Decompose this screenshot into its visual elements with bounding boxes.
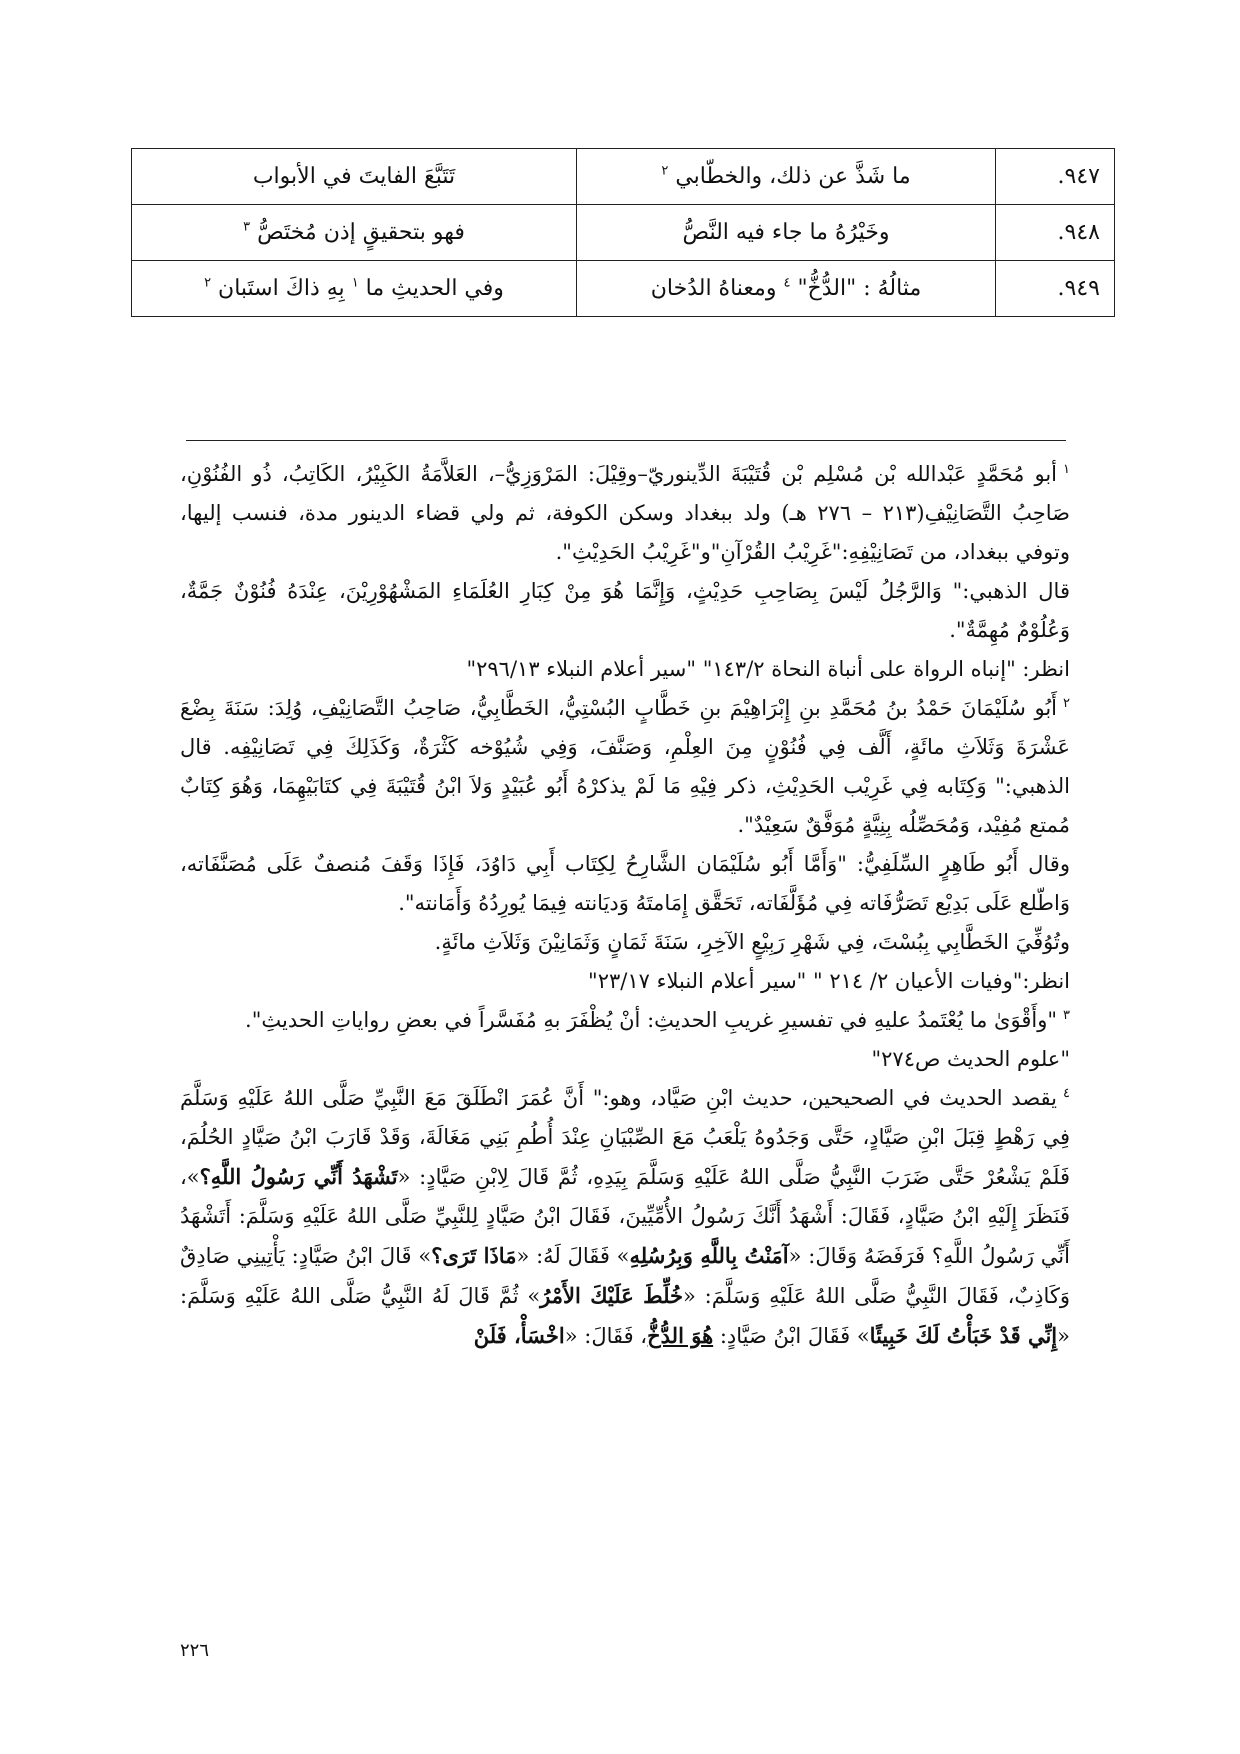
footnote-ref: ٢ (204, 275, 212, 291)
verse-number: ٩٤٨. (996, 205, 1115, 261)
hemistich-text: وخَيْرُهُ ما جاء فيه النَّصُّ (682, 220, 890, 245)
footnote-reference: "علوم الحديث ص٢٧٤" (871, 1047, 1070, 1071)
verse-first-hemistich (577, 205, 996, 261)
verse-second-hemistich (132, 205, 577, 261)
footnote-ref: ١ (351, 275, 359, 291)
hemistich-text: وفي الحديثِ ما (365, 276, 504, 301)
hadith-quote: خُلِّطَ عَلَيْكَ الأَمْرُ (540, 1283, 684, 1308)
hadith-quote: مَاذَا تَرَى؟ (431, 1243, 517, 1268)
footnote-text: يقصد الحديث في الصحيحين، حديث ابْنِ صَيَّاد، وهو:" أَنَّ عُمَرَ انْطَلَقَ مَعَ النَّبِيِّ صَلَّى اللهُ عَلَيْهِ وَسَلَّمَ فِي رَهْطٍ قِبَلَ ابْنِ صَيَّادٍ، حَتَّى وَجَدُوهُ يَلْعَبُ مَعَ الصِّبْيَانِ عِنْدَ أُطُمِ بَنِي مَغَالَةَ، وَقَدْ قَارَبَ ابْنُ صَيَّادٍ الحُلُمَ، فَلَمْ يَشْعُرْ حَتَّى ضَرَبَ النَّبِيُّ صَلَّى اللهُ عَلَيْهِ وَسَلَّمَ بِيَدِهِ، ثُمَّ قَالَ لِابْنِ صَيَّادٍ: « (180, 1086, 1070, 1189)
table-row (132, 261, 1115, 317)
hemistich-text: مثالُهُ : "الدُّخُّ" (797, 276, 922, 301)
footnote-text: » ثُمَّ قَالَ لَهُ النَّبِيُّ صَلَّى اللهُ عَلَيْهِ وَسَلَّمَ: « (180, 1284, 1070, 1348)
footnote-text: ، فَقَالَ: « (564, 1324, 648, 1348)
verse-number: ٩٤٩. (996, 261, 1115, 317)
verse-number: ٩٤٧. (996, 149, 1115, 205)
verse-second-hemistich (132, 149, 577, 205)
footnote-text: "وأَقْوَىٰ ما يُعْتَمدُ عليهِ في تفسيرِ غريبِ الحديثِ: أنْ يُظْفَرَ بهِ مُفَسَّراً في بعضِ رواياتِ الحديثِ". (245, 1008, 1058, 1032)
footnote-mark: ١ (1063, 462, 1071, 477)
verse-first-hemistich (577, 149, 996, 205)
verse-table (131, 148, 1115, 317)
footnote-4 (180, 1079, 1070, 1356)
hemistich-text: بِهِ ذاكَ استَبان (218, 276, 345, 301)
footnote-text: » فَقَالَ ابْنُ صَيَّادٍ: (713, 1324, 870, 1348)
verse-first-hemistich (577, 261, 996, 317)
footnote-text: » قَالَ ابْنُ صَيَّادٍ: يَأْتِينِي صَادِقٌ وَكَاذِبٌ، فَقَالَ النَّبِيُّ صَلَّى اللهُ عَلَيْهِ وَسَلَّمَ: « (180, 1244, 1071, 1308)
footnote-text: أبو مُحَمَّدٍ عَبْدالله بْن مُسْلِم بْن قُتَيْبَةَ الدِّينوريّ–وقِيْلَ: المَرْوَزِيُّ–، العَلاَّمَةُ الكَبِيْرُ، الكَاتِبُ، ذُو الفُنُوْنِ، صَاحِبُ التَّصَانِيْفِ(٢١٣ – ٢٧٦ هـ) ولد ببغداد وسكن الكوفة، ثم ولي قضاء الدينور مدة، فنسب إليها، وتوفي ببغداد، من تَصَانِيْفِهِ:"غَرِيْبُ القُرْآنِ"و"غَرِيْبُ الحَدِيْثِ". (180, 462, 1071, 564)
table-row (132, 205, 1115, 261)
footnote-1 (180, 455, 1070, 572)
footnote-separator (186, 440, 1066, 441)
footnote-text: أَبُو سُلَيْمَانَ حَمْدُ بنُ مُحَمَّدِ بنِ إِبْرَاهِيْمَ بنِ خَطَّابٍ البُسْتِيُّ، الخَطَّابِيُّ، صَاحِبُ التَّصَانِيْفِ، وُلِدَ: سَنَةَ بِضْعَ عَشْرَةَ وَثَلاَثِ مائَةٍ، أَلَّف فِي فُنُوْنٍ مِنَ العِلْمِ، وَصَنَّفَ، وَفِي شُيُوْخه كَثْرَةٌ، وَكَذَلِكَ فِي تَصَانِيْفِه. قال الذهبي:" وَكِتَابه فِي غَرِيْب الحَدِيْثِ، ذكر فِيْهِ مَا لَمْ يذكرْهُ أَبُو عُبَيْدٍ وَلاَ ابْنُ قُتَيْبَةَ فِي كتَابَيْهِمَا، وَهُوَ كِتَابٌ مُمتع مُفِيْد، وَمُحَصِّلُه بِنِيَّةٍ مُوَفَّقٌ سَعِيْدٌ". (180, 696, 1070, 837)
footnote-mark: ٣ (1063, 1008, 1070, 1023)
footnote-ref: ٤ (783, 275, 791, 291)
hemistich-text: ومعناهُ الدُخان (650, 276, 777, 301)
hemistich-text: تَتَبَّعَ الفايتَ في الأبواب (252, 164, 456, 189)
page-number: ٢٢٦ (180, 1640, 210, 1661)
footnote-reference: انظر: "إنباه الرواة على أنباة النحاة ١٤٣/٢" "سير أعلام النبلاء ٢٩٦/١٣" (466, 657, 1070, 681)
footnote-ref: ٢ (661, 163, 669, 179)
hemistich-text: فهو بتحقيقٍ إذن مُختَصُّ (257, 220, 465, 245)
footnote-text: » فَقَالَ لَهُ: « (516, 1244, 630, 1268)
hadith-quote: آمَنْتُ بِاللَّهِ وَبِرُسُلِهِ (629, 1243, 789, 1268)
footnote-2 (180, 689, 1070, 845)
footnote-3 (180, 1001, 1070, 1040)
footnote-ref: ٣ (243, 219, 251, 235)
table-row (132, 149, 1115, 205)
footnote-reference: انظر:"وفيات الأعيان ٢/ ٢١٤ " "سير أعلام النبلاء ٢٣/١٧" (588, 969, 1070, 993)
footnote-mark: ٤ (1063, 1086, 1070, 1101)
footnote-paragraph: وقال أَبُو طَاهِرٍ السِّلَفِيُّ: "وَأَمَّا أَبُو سُلَيْمَان الشَّارِحُ لِكِتَاب أَبِي دَاوُدَ، فَإِذَا وَقَفَ مُنصفٌ عَلَى مُصَنَّفَاته، وَاطّلع عَلَى بَدِيْع تَصَرُّفَاته فِي مُؤَلَّفَاته، تَحَقَّق إِمَامتَهُ وَديَانته فِيمَا يُورِدُهُ وَأَمَانته". (180, 852, 1070, 915)
footnotes (180, 455, 1070, 1356)
footnote-text: »، فَنَظَرَ إِلَيْهِ ابْنُ صَيَّادٍ، فَقَالَ: أَشْهَدُ أَنَّكَ رَسُولُ الأُمِّيِّينَ، فَقَالَ ابْنُ صَيَّادٍ لِلنَّبِيِّ صَلَّى اللهُ عَلَيْهِ وَسَلَّمَ: أَتَشْهَدُ أَنِّي رَسُولُ اللَّهِ؟ فَرَفَضَهُ وَقَالَ: « (180, 1165, 1070, 1268)
underlined-quote: هُوَ الدُّخُّ (647, 1323, 714, 1348)
footnote-paragraph: قال الذهبي:" وَالرَّجُلُ لَيْسَ بِصَاحِبِ حَدِيْثٍ، وَإِنَّمَا هُوَ مِنْ كِبَارِ العُلَمَاءِ المَشْهُوْرِيْنَ، عِنْدَهُ فُنُوْنٌ جَمَّةٌ، وَعُلُوْمٌ مُهِمَّةٌ". (180, 579, 1070, 642)
footnote-mark: ٢ (1063, 696, 1071, 711)
hemistich-text: ما شَذَّ عن ذلك، والخطّابي (675, 164, 911, 189)
footnote-paragraph: وتُوُفِّيَ الخَطَّابِي بِبُسْتَ، فِي شَهْرِ رَبِيْعٍ الآخِرِ، سَنَةَ ثَمَانٍ وَثَمَانِيْنَ وَثَلاَثِ مائَةٍ. (434, 930, 1070, 954)
hadith-quote: تَشْهَدُ أَنِّي رَسُولُ اللَّهِ؟ (199, 1164, 398, 1189)
hadith-quote: إِنِّي قَدْ خَبَأْتُ لَكَ خَبِيئًا (869, 1323, 1058, 1348)
verse-second-hemistich (132, 261, 577, 317)
hadith-quote: اخْسَأْ، فَلَنْ (473, 1323, 565, 1348)
